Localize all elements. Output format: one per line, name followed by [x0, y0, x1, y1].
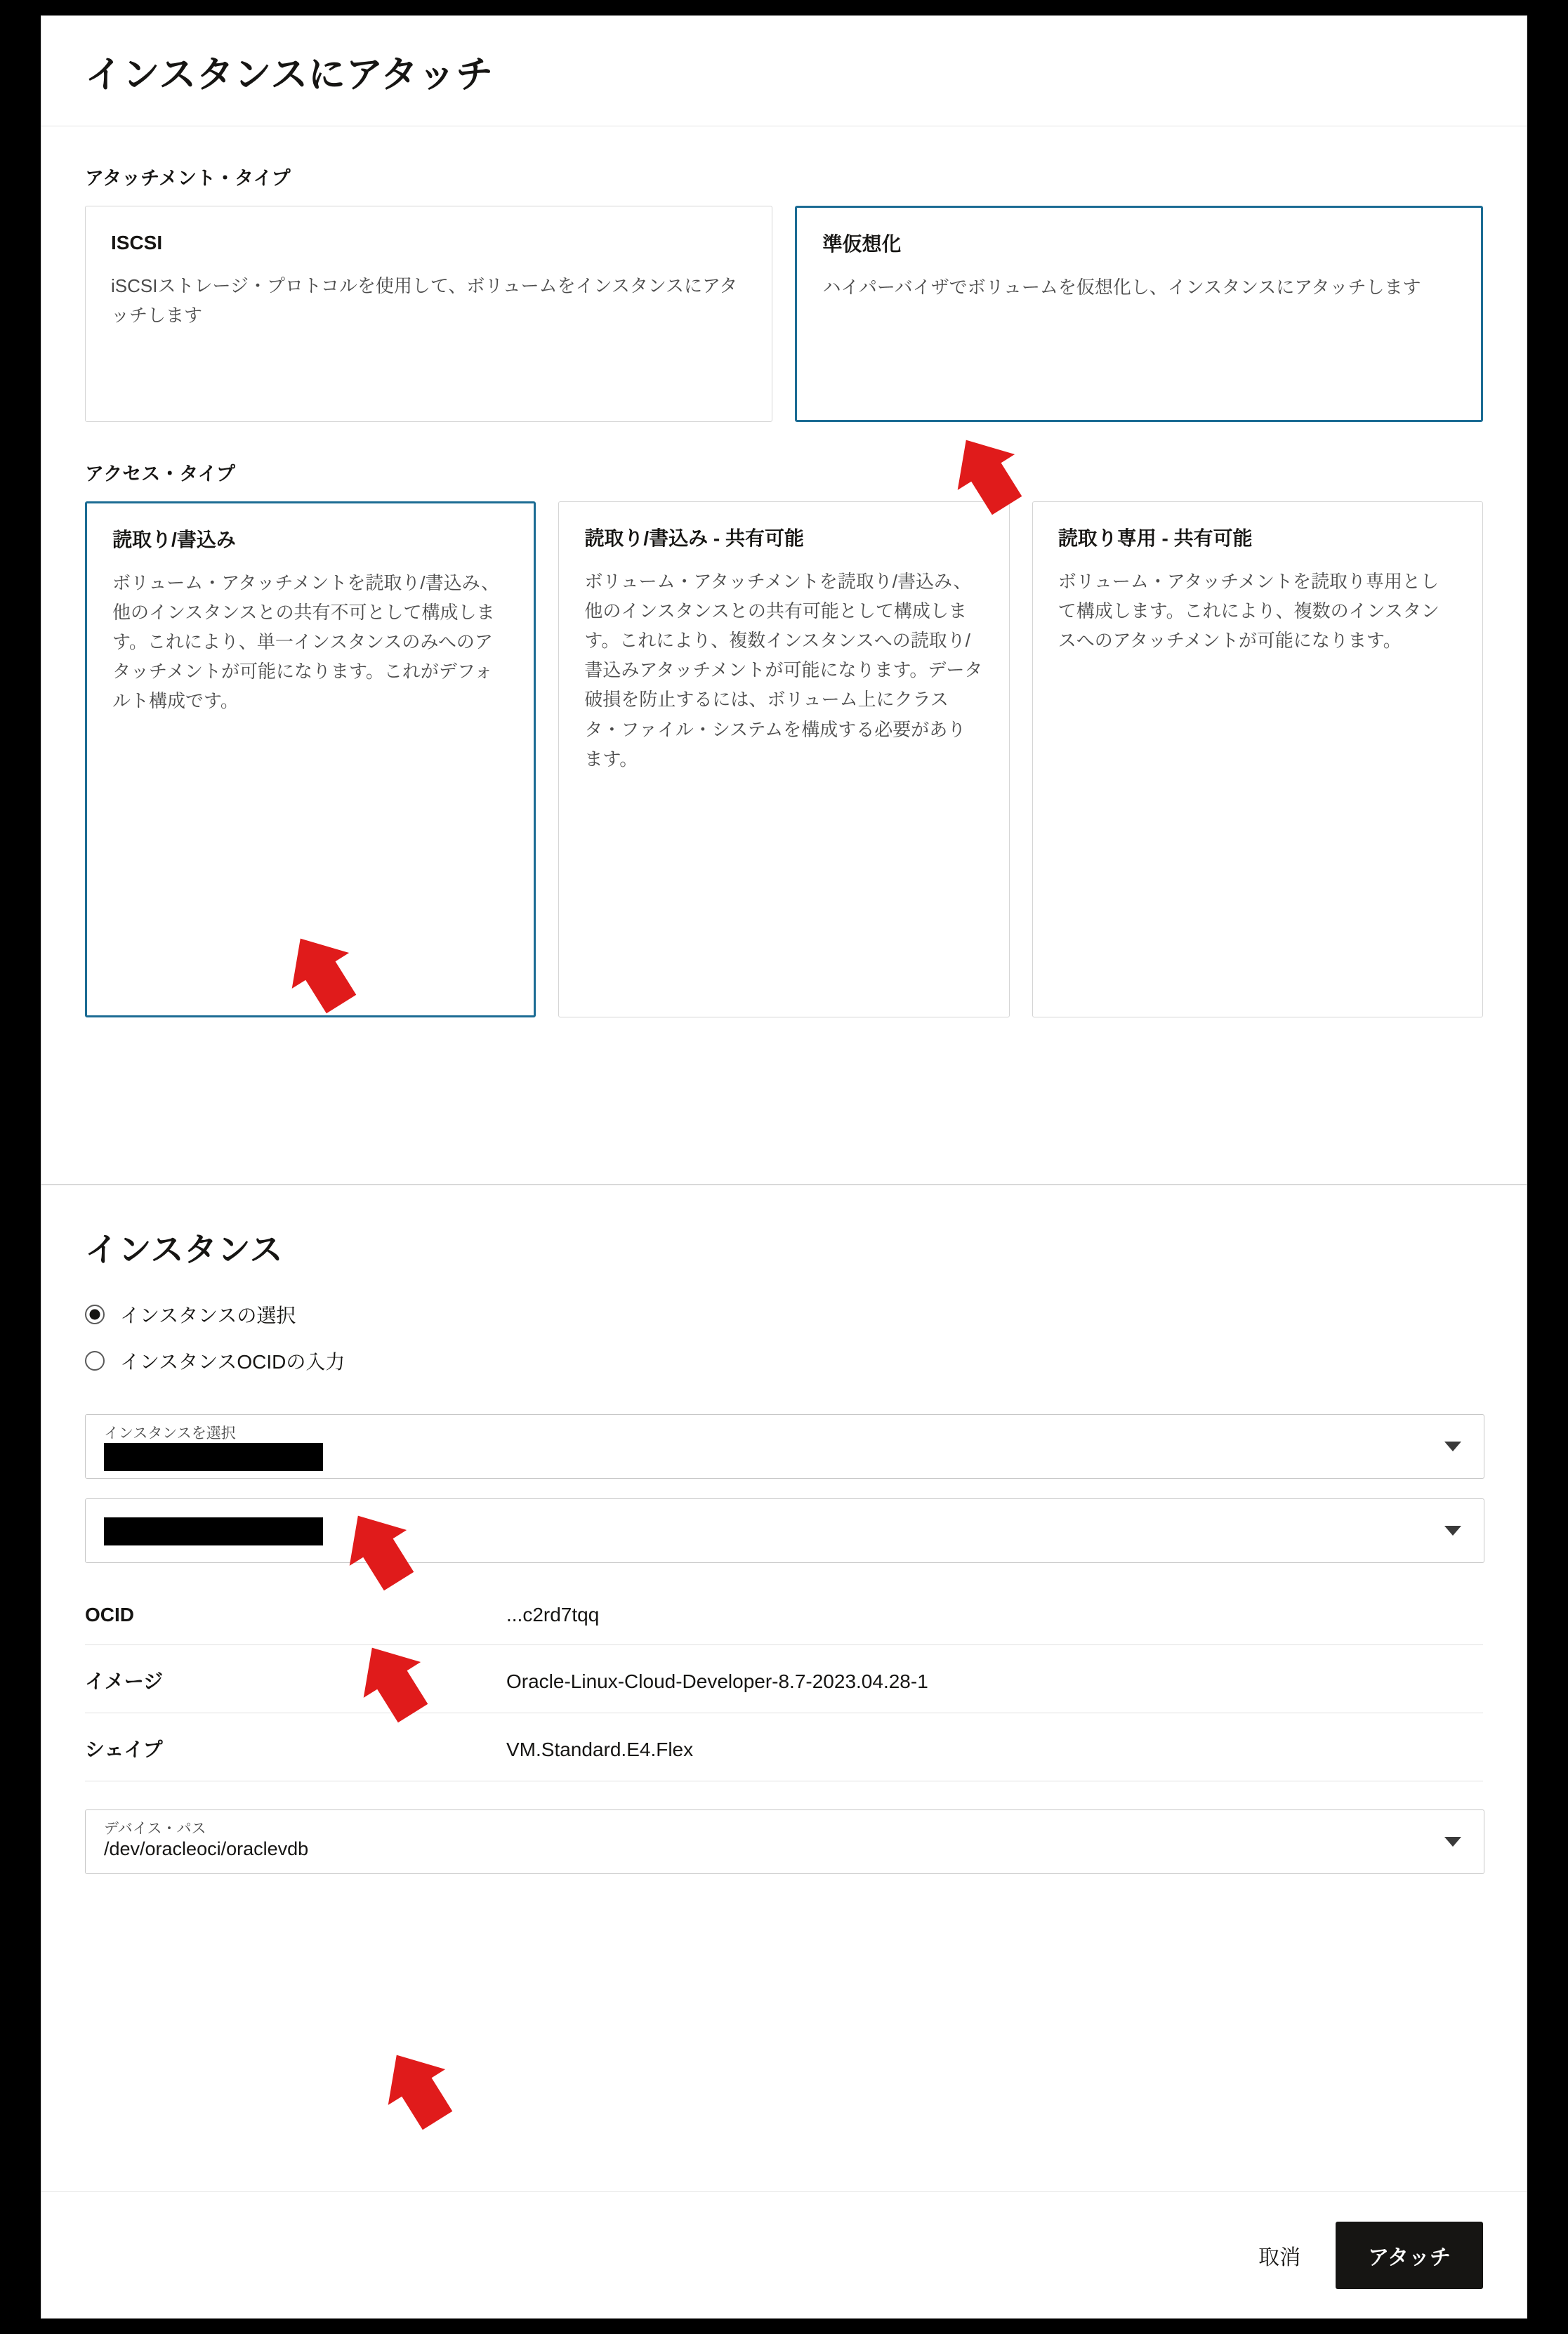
access-type-cards — [85, 501, 1483, 1017]
attach-button[interactable]: アタッチ — [1336, 2222, 1483, 2289]
card-description: ボリューム・アタッチメントを読取り/書込み、他のインスタンスとの共有不可として構成します。これにより、単一インスタンスのみへのアタッチメントが可能になります。これがデフォルト構成です。 — [112, 572, 500, 712]
device-path-label: デバイス・パス — [104, 1821, 206, 1837]
card-title: 読取り/書込み — [112, 528, 236, 550]
attachment-type-cards — [85, 206, 1483, 422]
instance-select[interactable] — [85, 1414, 1484, 1479]
dialog-footer — [41, 2191, 1527, 2318]
radio-label: インスタンスの選択 — [120, 1305, 296, 1326]
detail-value: VM.Standard.E4.Flex — [506, 1739, 694, 1760]
attachment-type-card-iscsi[interactable] — [85, 206, 772, 422]
secondary-select-value — [104, 1517, 323, 1545]
chevron-down-icon[interactable] — [1444, 1442, 1461, 1451]
detail-row-image — [85, 1645, 1483, 1713]
detail-key: イメージ — [85, 1670, 164, 1692]
cancel-button[interactable]: 取消 — [1254, 2239, 1305, 2272]
secondary-select[interactable] — [85, 1498, 1484, 1563]
radio-icon[interactable] — [85, 1351, 105, 1371]
access-type-card-read-only-shareable[interactable] — [1032, 501, 1483, 1017]
card-description: iSCSIストレージ・プロトコルを使用して、ボリュームをインスタンスにアタッチします — [111, 275, 738, 327]
chevron-down-icon[interactable] — [1444, 1837, 1461, 1847]
radio-option-select-instance[interactable] — [85, 1300, 1483, 1328]
access-type-card-read-write-shareable[interactable] — [558, 501, 1009, 1017]
attach-dialog-bottom — [41, 1185, 1527, 2319]
instance-select-label: インスタンスを選択 — [104, 1425, 236, 1442]
radio-option-enter-ocid[interactable] — [85, 1347, 1483, 1375]
detail-value: ...c2rd7tqq — [506, 1604, 600, 1626]
page-title: インスタンスにアタッチ — [85, 54, 494, 95]
access-type-label: アクセス・タイプ — [85, 463, 235, 484]
detail-row-ocid — [85, 1583, 1483, 1645]
card-title: 読取り/書込み - 共有可能 — [584, 527, 805, 549]
card-title: 読取り専用 - 共有可能 — [1058, 527, 1253, 549]
attachment-type-label: アタッチメント・タイプ — [85, 167, 291, 189]
card-title: ISCSI — [111, 231, 163, 253]
detail-key: シェイプ — [85, 1739, 163, 1760]
radio-label: インスタンスOCIDの入力 — [120, 1351, 345, 1373]
access-type-section — [41, 459, 1527, 1017]
attach-dialog-top — [41, 15, 1527, 1185]
attachment-type-card-paravirtualized[interactable] — [795, 206, 1483, 422]
radio-icon[interactable] — [85, 1305, 105, 1324]
attachment-type-section — [41, 163, 1527, 422]
dialog-header — [41, 16, 1527, 126]
card-description: ボリューム・アタッチメントを読取り/書込み、他のインスタンスとの共有可能として構成します。これにより、複数インスタンスへの読取り/書込みアタッチメントが可能になります。データ破損を防止するには、ボリューム上にクラスタ・ファイル・システムを構成する必要があります。 — [584, 570, 983, 770]
access-type-card-read-write[interactable] — [85, 501, 536, 1017]
chevron-down-icon[interactable] — [1444, 1526, 1461, 1536]
instance-section-heading: インスタンス — [85, 1231, 284, 1268]
device-path-value: /dev/oracleoci/oraclevdb — [104, 1838, 309, 1859]
detail-row-shape — [85, 1713, 1483, 1781]
card-description: ハイパーバイザでボリュームを仮想化し、インスタンスにアタッチします — [822, 276, 1421, 298]
detail-key: OCID — [85, 1604, 134, 1626]
instance-select-value — [104, 1443, 323, 1471]
card-title: 準仮想化 — [822, 232, 902, 255]
instance-source-radio-group — [41, 1271, 1527, 1375]
detail-value: Oracle-Linux-Cloud-Developer-8.7-2023.04.28-1 — [506, 1670, 928, 1692]
device-path-select[interactable] — [85, 1809, 1484, 1874]
instance-fields — [41, 1393, 1527, 1874]
card-description: ボリューム・アタッチメントを読取り専用として構成します。これにより、複数のインスタンスへのアタッチメントが可能になります。 — [1058, 570, 1439, 652]
